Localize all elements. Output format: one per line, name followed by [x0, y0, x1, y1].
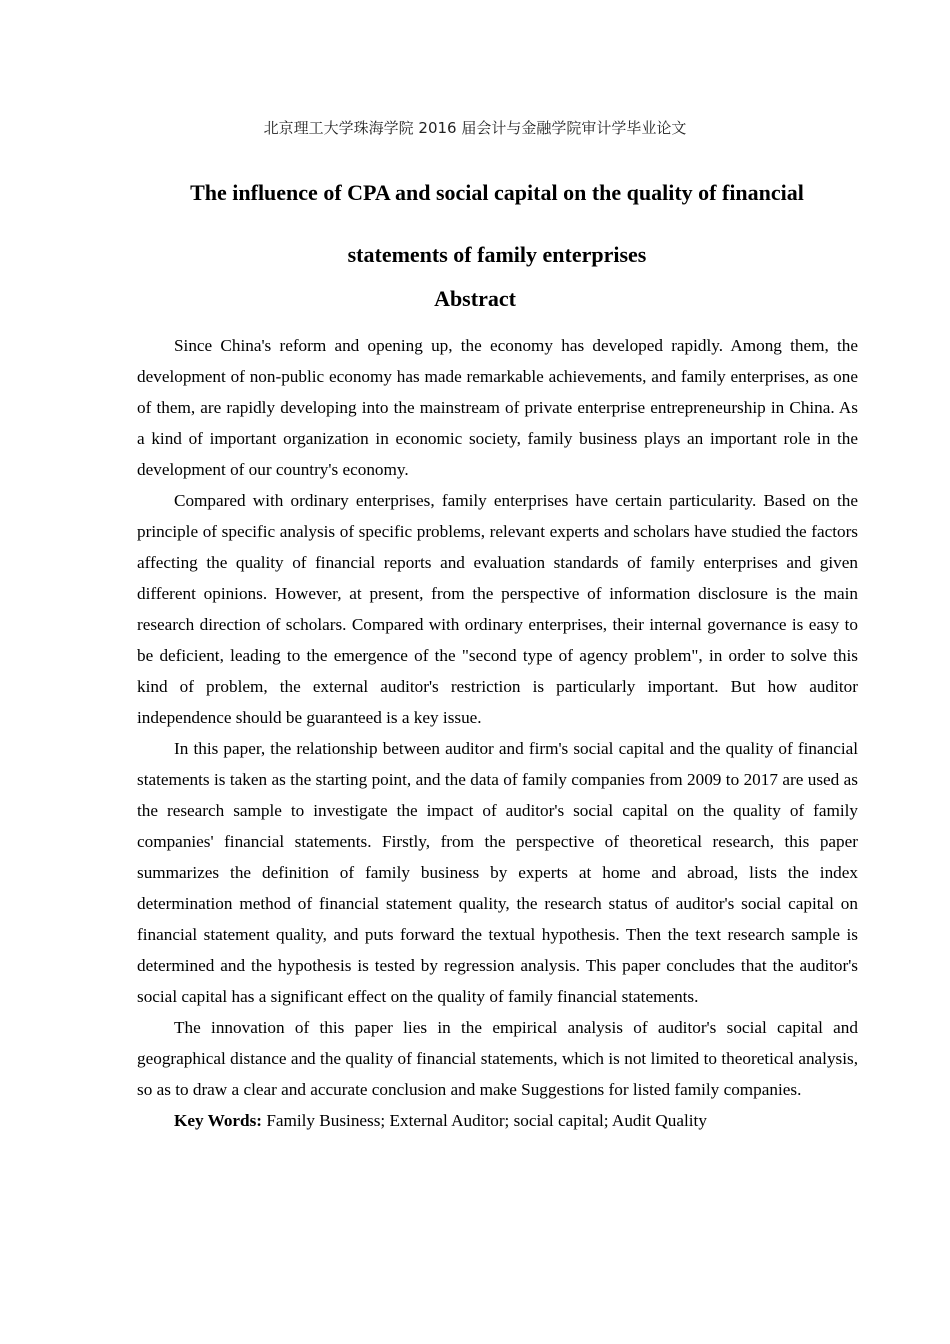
keywords-text: Family Business; External Auditor; social capital; Audit Quality	[262, 1111, 707, 1130]
keywords-line	[137, 1105, 858, 1136]
abstract-paragraph-1: Since China's reform and opening up, the economy has developed rapidly. Among them, the development of non-public economy has made remarkable achievements, and family enterprises, as one of them, are rapidly developing into the mainstream of private enterprise entrepreneurship in China. As a kind of important organization in economic society, family business plays an important role in the development of our country's economy.	[137, 336, 858, 479]
paper-title-line-2: statements of family enterprises	[347, 242, 647, 267]
abstract-heading: Abstract	[434, 286, 516, 311]
page-header: 北京理工大学珠海学院 2016 届会计与金融学院审计学毕业论文	[263, 119, 687, 137]
abstract-body	[137, 330, 858, 1136]
paper-title-line-1: The influence of CPA and social capital on the quality of financial	[190, 180, 804, 205]
keywords-label: Key Words:	[174, 1111, 263, 1130]
abstract-paragraph-3: In this paper, the relationship between auditor and firm's social capital and the quality of financial statements is taken as the starting point, and the data of family companies from 2009 to 2017 are used as the research sample to investigate the impact of auditor's social capital on the quality of family companies' financial statements. Firstly, from the perspective of theoretical research, this paper summarizes the definition of family business by experts at home and abroad, lists the index determination method of financial statement quality, the research status of auditor's social capital on financial statement quality, and puts forward the textual hypothesis. Then the text research sample is determined and the hypothesis is tested by regression analysis. This paper concludes that the auditor's social capital has a significant effect on the quality of family financial statements.	[137, 739, 858, 1006]
abstract-paragraph-4: The innovation of this paper lies in the empirical analysis of auditor's social capital and geographical distance and the quality of financial statements, which is not limited to theoretical analysis, so as to draw a clear and accurate conclusion and make Suggestions for listed family companies.	[137, 1018, 858, 1099]
paper-title	[137, 162, 857, 286]
abstract-paragraph-2: Compared with ordinary enterprises, family enterprises have certain particularity. Based on the principle of specific analysis of specific problems, relevant experts and scholars have studied the factors affecting the quality of financial reports and evaluation standards of family enterprises and given different opinions. However, at present, from the perspective of information disclosure is the main research direction of scholars. Compared with ordinary enterprises, their internal governance is easy to be deficient, leading to the emergence of the "second type of agency problem", in order to solve this kind of problem, the external auditor's restriction is particularly important. But how auditor independence should be guaranteed is a key issue.	[137, 491, 858, 727]
